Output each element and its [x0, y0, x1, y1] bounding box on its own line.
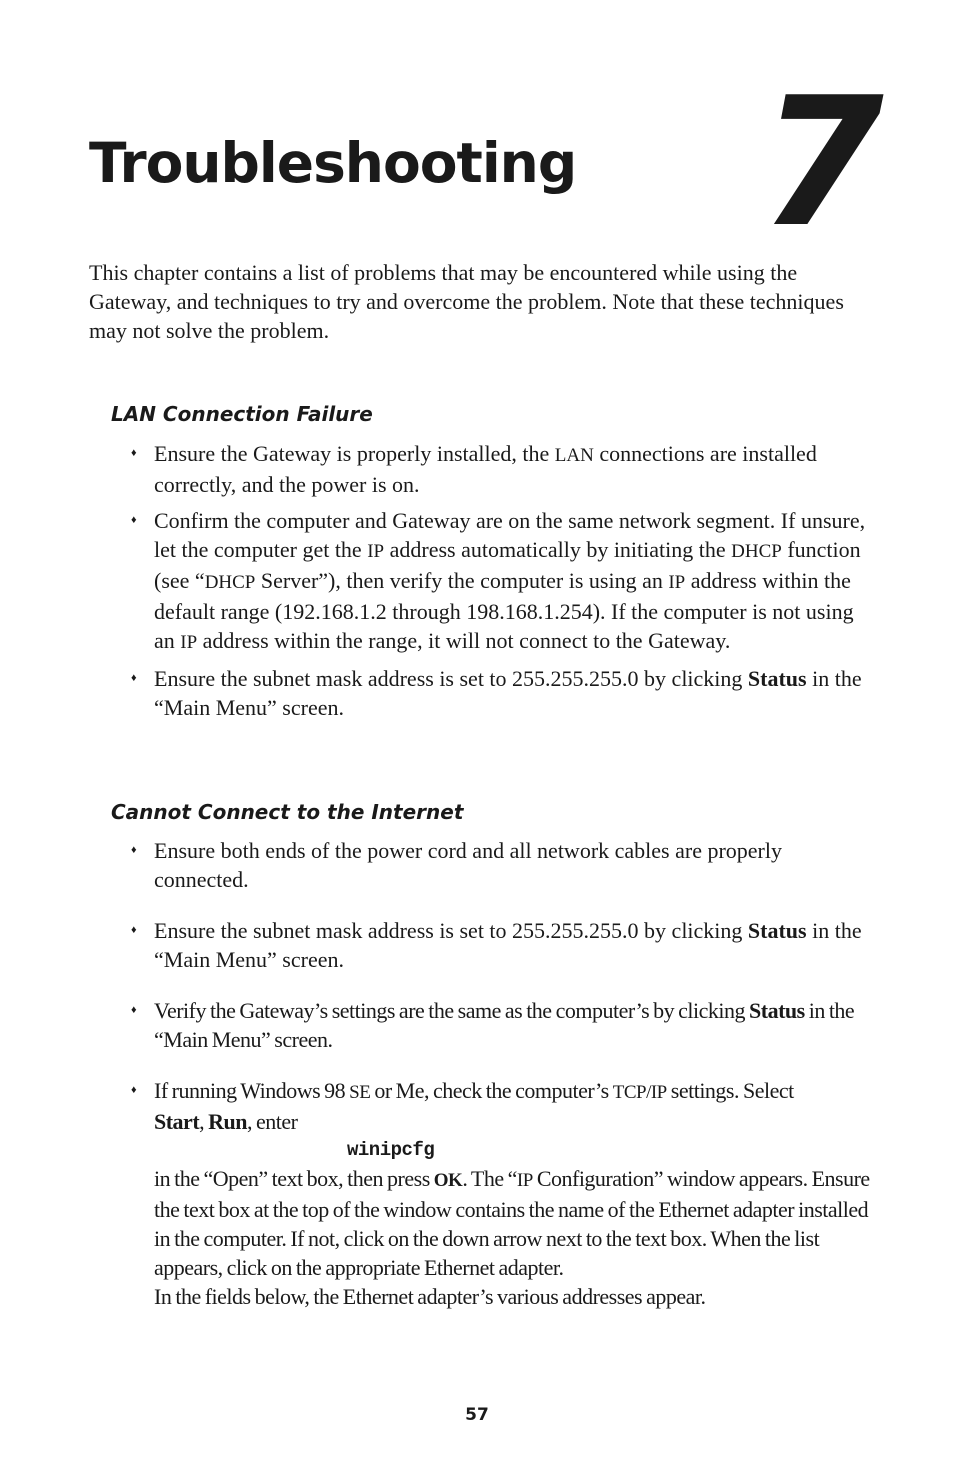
text-run: Ensure the subnet mask address is set to 255.255.255.0 by clicking — [154, 666, 748, 691]
list-item — [131, 916, 871, 974]
text-run: settings. Select — [666, 1078, 794, 1103]
text-run: function (see “ — [154, 537, 861, 593]
text-run: Ensure the subnet mask address is set to 255.255.255.0 by clicking — [154, 918, 748, 943]
text-run: Ensure both ends of the power cord and all network cables are properly connected. — [154, 838, 782, 892]
list-item — [131, 836, 871, 894]
acronym: IP — [367, 541, 385, 562]
chapter-number: 7 — [760, 59, 884, 266]
text-run: in the “Main Menu” screen. — [154, 918, 862, 972]
acronym: LAN — [554, 445, 594, 466]
text-run: , — [199, 1109, 209, 1134]
diamond-bullet-icon: ♦ — [131, 1004, 137, 1016]
status-menu-label: Status — [749, 998, 805, 1023]
list-item — [131, 1076, 871, 1311]
text-run: address within the default range (192.168.1.2 through 198.168.1.254). If the computer is not using an — [154, 568, 854, 653]
text-run: in the “Main Menu” screen. — [154, 666, 862, 720]
run-menu-label: Run — [208, 1109, 248, 1134]
internet-failure-list — [131, 836, 871, 1311]
text-run: address automatically by initiating the — [384, 537, 732, 562]
text-run: Verify the Gateway’s settings are the same as the computer’s by clicking — [154, 998, 750, 1023]
acronym: IP — [180, 632, 198, 653]
diamond-bullet-icon: ♦ — [131, 672, 137, 684]
text-run: connections are installed correctly, and the power is on. — [154, 441, 817, 497]
text-run: , enter — [247, 1109, 298, 1134]
list-item — [131, 664, 871, 722]
text-run: . The “ — [462, 1166, 517, 1191]
list-item — [131, 996, 871, 1054]
text-run: in the “Open” text box, then press — [154, 1166, 434, 1191]
text-run: If running Windows 98 — [154, 1078, 350, 1103]
diamond-bullet-icon: ♦ — [131, 844, 137, 856]
diamond-bullet-icon: ♦ — [131, 924, 137, 936]
acronym: IP — [516, 1170, 533, 1191]
command-code: winipcfg — [347, 1139, 435, 1161]
start-menu-label: Start — [154, 1109, 200, 1134]
acronym: DHCP — [731, 541, 782, 562]
status-menu-label: Status — [747, 918, 807, 943]
ok-button-label: OK — [433, 1170, 463, 1191]
page-number: 57 — [465, 1405, 489, 1425]
lan-failure-list — [131, 439, 871, 722]
acronym: DHCP — [204, 572, 256, 593]
section-heading-cannot-connect: Cannot Connect to the Internet — [111, 800, 464, 824]
text-run: Configuration” window appears. Ensure the text box at the top of the window contains the name of the Ethernet adapter installed in the computer. If not, click on the down arrow next to the text box. When the list appears, click on the appropriate Ethernet adapter. — [154, 1166, 870, 1280]
diamond-bullet-icon: ♦ — [131, 514, 137, 526]
diamond-bullet-icon: ♦ — [131, 1084, 137, 1096]
text-run: Server”), then verify the computer is using an — [255, 568, 669, 593]
acronym: IP — [668, 572, 686, 593]
text-run: In the fields below, the Ethernet adapter’s various addresses appear. — [154, 1284, 706, 1309]
diamond-bullet-icon: ♦ — [131, 447, 137, 459]
text-run: Confirm the computer and Gateway are on the same network segment. If unsure, let the computer get the — [154, 508, 866, 562]
acronym: TCP/IP — [612, 1082, 667, 1103]
chapter-title: Troubleshooting — [89, 131, 577, 195]
text-run: in the “Main Menu” screen. — [154, 998, 855, 1052]
list-item — [131, 506, 871, 657]
text-run: address within the range, it will not connect to the Gateway. — [197, 628, 731, 653]
acronym: SE — [349, 1082, 371, 1103]
text-run: Ensure the Gateway is properly installed, the — [154, 441, 555, 466]
section-heading-lan-connection-failure: LAN Connection Failure — [111, 402, 373, 426]
intro-paragraph: This chapter contains a list of problems that may be encountered while using the Gateway, and techniques to try and overcome the problem. Note that these techniques may not solve the problem. — [89, 260, 844, 343]
list-item — [131, 439, 871, 499]
status-menu-label: Status — [747, 666, 807, 691]
text-run: or Me, check the computer’s — [370, 1078, 613, 1103]
